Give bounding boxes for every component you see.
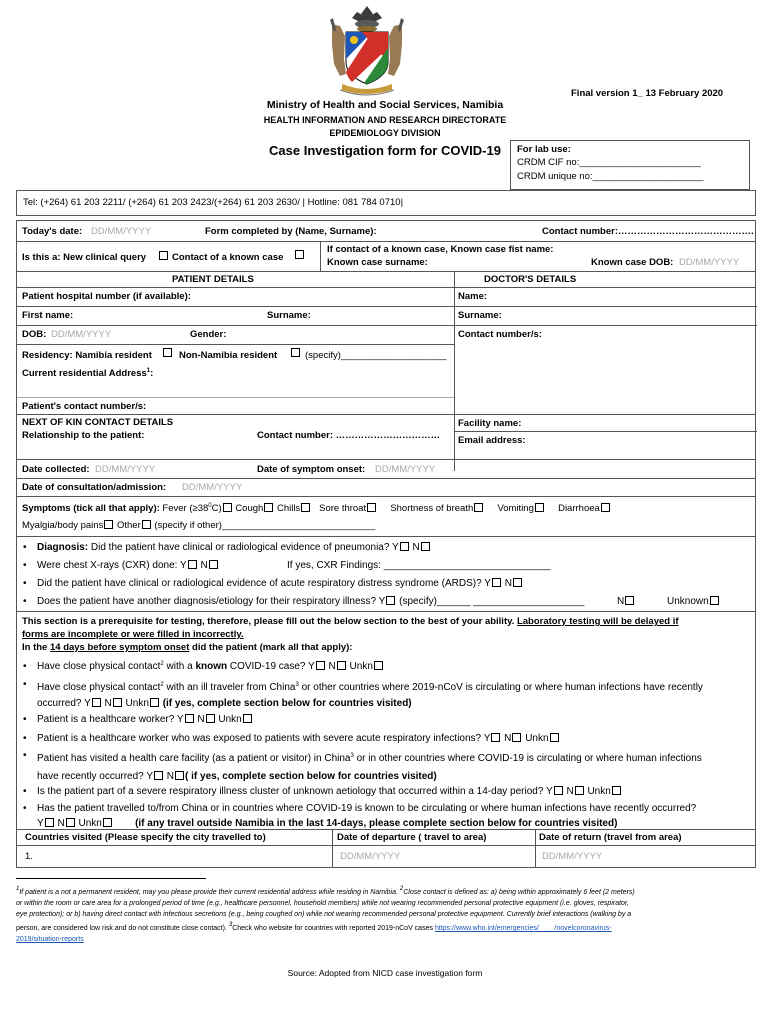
- return-date-heading: Date of return (travel from area): [539, 832, 682, 843]
- symptom-onset-input[interactable]: DD/MM/YYYY: [375, 464, 436, 475]
- breath-label: Shortness of breath: [390, 503, 474, 514]
- coat-of-arms-logo: [312, 4, 422, 100]
- exposure-known-case: • Have close physical contact$^2$ with a known COVID-19 case? Y N Unkn: [37, 661, 384, 673]
- cough-label: Cough: [235, 503, 264, 514]
- footnotes: $^1$If patient is a not a permanent resident, may you please provide their current residential address while residing in Namibia. $^2$Close contact is defined as: a) being within approximately 6 feet (2 meters) or within the room or care area for a prolonged period of time (e.g., healthcare personnel, household members) while not wearing recommended personal protective equipment (i.e. gloves, respirator, eye protection); or b) having direct contact with infectious secretions (e.g., being coughed on) while not wearing recommended personal protective equipment. Currently brief interactions (walking by a person, are considered low risk and do not constitute close contact). $^3$Check who website for countries with reported 2019-nCoV cases https://www.who.int/emergencies/____/novelcoronavirus- 2019/situation-reports: [16, 886, 635, 943]
- facility-yes-checkbox[interactable]: [154, 771, 163, 780]
- symptoms-label: Symptoms (tick all that apply):: [22, 503, 160, 514]
- travel-no-checkbox[interactable]: [66, 818, 75, 827]
- relationship-label[interactable]: Relationship to the patient:: [22, 430, 145, 441]
- known-case-dob-label: Known case DOB:: [591, 257, 674, 268]
- next-of-kin-heading: NEXT OF KIN CONTACT DETAILS: [22, 417, 174, 428]
- traveler-no-checkbox[interactable]: [113, 698, 122, 707]
- who-link[interactable]: https://www.who.int/emergencies/____/novelcoronavirus-: [434, 925, 612, 932]
- footnote-divider: [16, 878, 206, 879]
- cluster-unkn-checkbox[interactable]: [612, 786, 621, 795]
- header-block: [235, 99, 535, 159]
- diarrhoea-label: Diarrhoea: [558, 503, 600, 514]
- diarrhoea-checkbox[interactable]: [601, 503, 610, 512]
- hcw-yes-checkbox[interactable]: [185, 714, 194, 723]
- return-date-input[interactable]: DD/MM/YYYY: [542, 851, 603, 862]
- sore-throat-checkbox[interactable]: [367, 503, 376, 512]
- first-name-label[interactable]: First name:: [22, 310, 74, 321]
- exposure-facility: • Patient has visited a health care facility (as a patient or visitor) in China$^3$ or in other countries where COVID-19 is circulating or where human infections have recently occurred? Y N ( if yes, complete section below for countries visited): [37, 747, 757, 786]
- departure-date-heading: Date of departure ( travel to area): [337, 832, 487, 843]
- lab-use-title: For lab use:: [517, 144, 571, 155]
- other-dx-specify-field[interactable]: (specify)______ ____________________: [399, 596, 585, 607]
- travel-yes-checkbox[interactable]: [45, 818, 54, 827]
- other-dx-unknown-checkbox[interactable]: [710, 596, 719, 605]
- symptoms-row-2: [22, 520, 375, 531]
- ards-no-checkbox[interactable]: [513, 578, 522, 587]
- residency-specify-field[interactable]: (specify)____________________: [305, 350, 447, 361]
- chills-checkbox[interactable]: [301, 503, 310, 512]
- doctor-contact-label[interactable]: Contact number/s:: [458, 329, 542, 340]
- date-collected-label: Date collected:: [22, 464, 90, 475]
- other-label: Other: [116, 520, 141, 531]
- other-dx-yes-checkbox[interactable]: [386, 596, 395, 605]
- todays-date-label: Today's date:: [22, 226, 83, 237]
- lab-use-box: [510, 140, 750, 190]
- cxr-no-checkbox[interactable]: [209, 560, 218, 569]
- doctor-surname-label[interactable]: Surname:: [458, 310, 502, 321]
- dob-label: DOB:: [22, 329, 47, 340]
- exposure-hcw: • Patient is a healthcare worker? Y N Unkn: [37, 714, 253, 726]
- exposure-cluster: • Is the patient part of a severe respiratory illness cluster of unknown aetiology that occurred within a 14-day period? Y N Unkn: [37, 786, 622, 798]
- ards-yes-checkbox[interactable]: [492, 578, 501, 587]
- hcw-no-checkbox[interactable]: [206, 714, 215, 723]
- contact-number-label[interactable]: Contact number:…………………………………….: [542, 226, 754, 237]
- facility-name-label[interactable]: Facility name:: [458, 418, 522, 429]
- dob-input[interactable]: DD/MM/YYYY: [51, 329, 112, 340]
- known-case-dob-input[interactable]: DD/MM/YYYY: [679, 257, 740, 268]
- other-specify-field[interactable]: (specify if other)_____________________________: [154, 520, 376, 531]
- patient-details-heading: PATIENT DETAILS: [172, 274, 254, 285]
- known-case-name-label[interactable]: If contact of a known case, Known case fist name:: [327, 244, 554, 255]
- countries-visited-heading: Countries visited (Please specify the city travelled to): [25, 832, 266, 843]
- patient-contact-label[interactable]: Patient's contact number/s:: [22, 401, 147, 412]
- travel-unkn-checkbox[interactable]: [103, 818, 112, 827]
- pneumonia-no-checkbox[interactable]: [421, 542, 430, 551]
- other-dx-no-checkbox[interactable]: [625, 596, 634, 605]
- date-collected-input[interactable]: DD/MM/YYYY: [95, 464, 156, 475]
- email-label[interactable]: Email address:: [458, 435, 526, 446]
- gender-label[interactable]: Gender:: [190, 329, 227, 340]
- known-case-no-checkbox[interactable]: [337, 661, 346, 670]
- contact-known-checkbox[interactable]: [295, 250, 304, 259]
- prerequisite-notice: This section is a prerequisite for testing, therefore, please fill out the below section to the best of your ability. Laboratory testing will be delayed if forms are incomplete or were filled in incorrectly. In the 14 days before symptom onset did the patient (mark all that apply):: [22, 616, 679, 653]
- consultation-date-input[interactable]: DD/MM/YYYY: [182, 482, 243, 493]
- departure-date-input[interactable]: DD/MM/YYYY: [340, 851, 401, 862]
- hcw-unkn-checkbox[interactable]: [243, 714, 252, 723]
- country-row-1[interactable]: 1.: [25, 851, 33, 862]
- consultation-date-label: Date of consultation/admission:: [22, 482, 167, 493]
- row-query-type: [17, 241, 755, 271]
- doctor-details-heading: DOCTOR'S DETAILS: [484, 274, 577, 285]
- exposure-hcw-sari: • Patient is a healthcare worker who was exposed to patients with severe acute respiratory infections? Y N Unkn: [37, 733, 560, 745]
- division-name: EPIDEMIOLOGY DIVISION: [329, 128, 441, 139]
- exposure-travel: • Has the patient travelled to/from China or in countries where COVID-19 is known to be circulating or where human infections have recently occurred? Y N Unkn (if any travel outside Namibia in the last 14-days, please complete section below for countries visited): [37, 801, 757, 831]
- fever-label: Fever $(\ge 38^0C)$: [162, 503, 222, 514]
- fever-checkbox[interactable]: [223, 503, 232, 512]
- non-namibia-checkbox[interactable]: [291, 348, 300, 357]
- symptoms-row: [22, 503, 752, 514]
- vomiting-label: Vomiting: [497, 503, 534, 514]
- row-date-completed: [17, 224, 755, 242]
- address-label[interactable]: Current residential Address$^1$:: [22, 368, 154, 379]
- crdm-cif-field[interactable]: CRDM CIF no:_______________________: [517, 157, 701, 169]
- form-title: Case Investigation form for COVID-19: [269, 143, 501, 159]
- cluster-no-checkbox[interactable]: [575, 786, 584, 795]
- form-table: [16, 220, 756, 868]
- known-case-yes-checkbox[interactable]: [316, 661, 325, 670]
- symptom-onset-label: Date of symptom onset:: [257, 464, 366, 475]
- ministry-name: Ministry of Health and Social Services, Namibia: [266, 99, 504, 111]
- diagnosis-other: • Does the patient have another diagnosis/etiology for their respiratory illness? Y (specify)______ ____________________ N Unknown: [37, 596, 747, 608]
- hcw-sari-yes-checkbox[interactable]: [491, 733, 500, 742]
- diagnosis-pneumonia: • Diagnosis: Did the patient have clinical or radiological evidence of pneumonia? Y N: [37, 542, 431, 554]
- hospital-number-label[interactable]: Patient hospital number (if available):: [22, 291, 191, 302]
- version-label: Final version 1_ 13 February 2020: [571, 88, 724, 99]
- cxr-findings-field[interactable]: If yes, CXR Findings: ______________________________: [287, 560, 551, 571]
- breath-checkbox[interactable]: [474, 503, 483, 512]
- todays-date-input[interactable]: DD/MM/YYYY: [91, 226, 152, 237]
- kin-contact-label[interactable]: Contact number: ……………………………: [257, 430, 441, 441]
- cxr-yes-checkbox[interactable]: [188, 560, 197, 569]
- myalgia-label: Myalgia/body pains: [22, 520, 104, 531]
- doctor-name-label[interactable]: Name:: [458, 291, 488, 302]
- vomiting-checkbox[interactable]: [535, 503, 544, 512]
- non-namibia-label: Non-Namibia resident: [179, 350, 278, 361]
- directorate-name: HEALTH INFORMATION AND RESEARCH DIRECTORATE: [263, 114, 507, 125]
- myalgia-checkbox[interactable]: [104, 520, 113, 529]
- traveler-unkn-checkbox[interactable]: [150, 698, 159, 707]
- hcw-sari-no-checkbox[interactable]: [512, 733, 521, 742]
- patient-surname-label[interactable]: Surname:: [267, 310, 311, 321]
- cough-checkbox[interactable]: [264, 503, 273, 512]
- hcw-sari-unkn-checkbox[interactable]: [550, 733, 559, 742]
- contact-line: Tel: (+264) 61 203 2211/ (+264) 61 203 2423/(+264) 61 203 2630/ | Hotline: 081 784 0710|: [16, 190, 756, 216]
- form-completed-label[interactable]: Form completed by (Name, Surname):: [205, 226, 377, 237]
- cluster-yes-checkbox[interactable]: [554, 786, 563, 795]
- traveler-yes-checkbox[interactable]: [92, 698, 101, 707]
- facility-no-checkbox[interactable]: [175, 771, 184, 780]
- other-checkbox[interactable]: [142, 520, 151, 529]
- known-case-surname-label[interactable]: Known case surname:: [327, 257, 428, 268]
- new-query-checkbox[interactable]: [159, 251, 168, 260]
- diagnosis-ards: • Did the patient have clinical or radiological evidence of acute respiratory distress syndrome (ARDS)? Y N: [37, 578, 523, 590]
- contact-known-label: Contact of a known case: [172, 252, 284, 263]
- namibia-resident-label: Residency: Namibia resident: [22, 350, 152, 361]
- sore-throat-label: Sore throat: [319, 503, 367, 514]
- source-note: Source: Adopted from NICD case investigation form: [287, 968, 483, 978]
- namibia-resident-checkbox[interactable]: [163, 348, 172, 357]
- exposure-ill-traveler: • Have close physical contact$^2$ with an ill traveler from China$^3$ or other countries where 2019-nCoV is circulating or where human infections have recently occurred? Y N Unkn (if yes, complete section below for countries visited): [37, 677, 757, 712]
- new-query-label: Is this a: New clinical query: [22, 252, 147, 263]
- diagnosis-cxr: • Were chest X-rays (CXR) done: Y N If yes, CXR Findings: ______________________________: [37, 560, 747, 572]
- pneumonia-yes-checkbox[interactable]: [400, 542, 409, 551]
- chills-label: Chills: [276, 503, 301, 514]
- crdm-unique-field[interactable]: CRDM unique no:_____________________: [517, 170, 704, 182]
- who-link-cont[interactable]: 2019/situation-reports: [16, 936, 84, 943]
- known-case-unkn-checkbox[interactable]: [374, 661, 383, 670]
